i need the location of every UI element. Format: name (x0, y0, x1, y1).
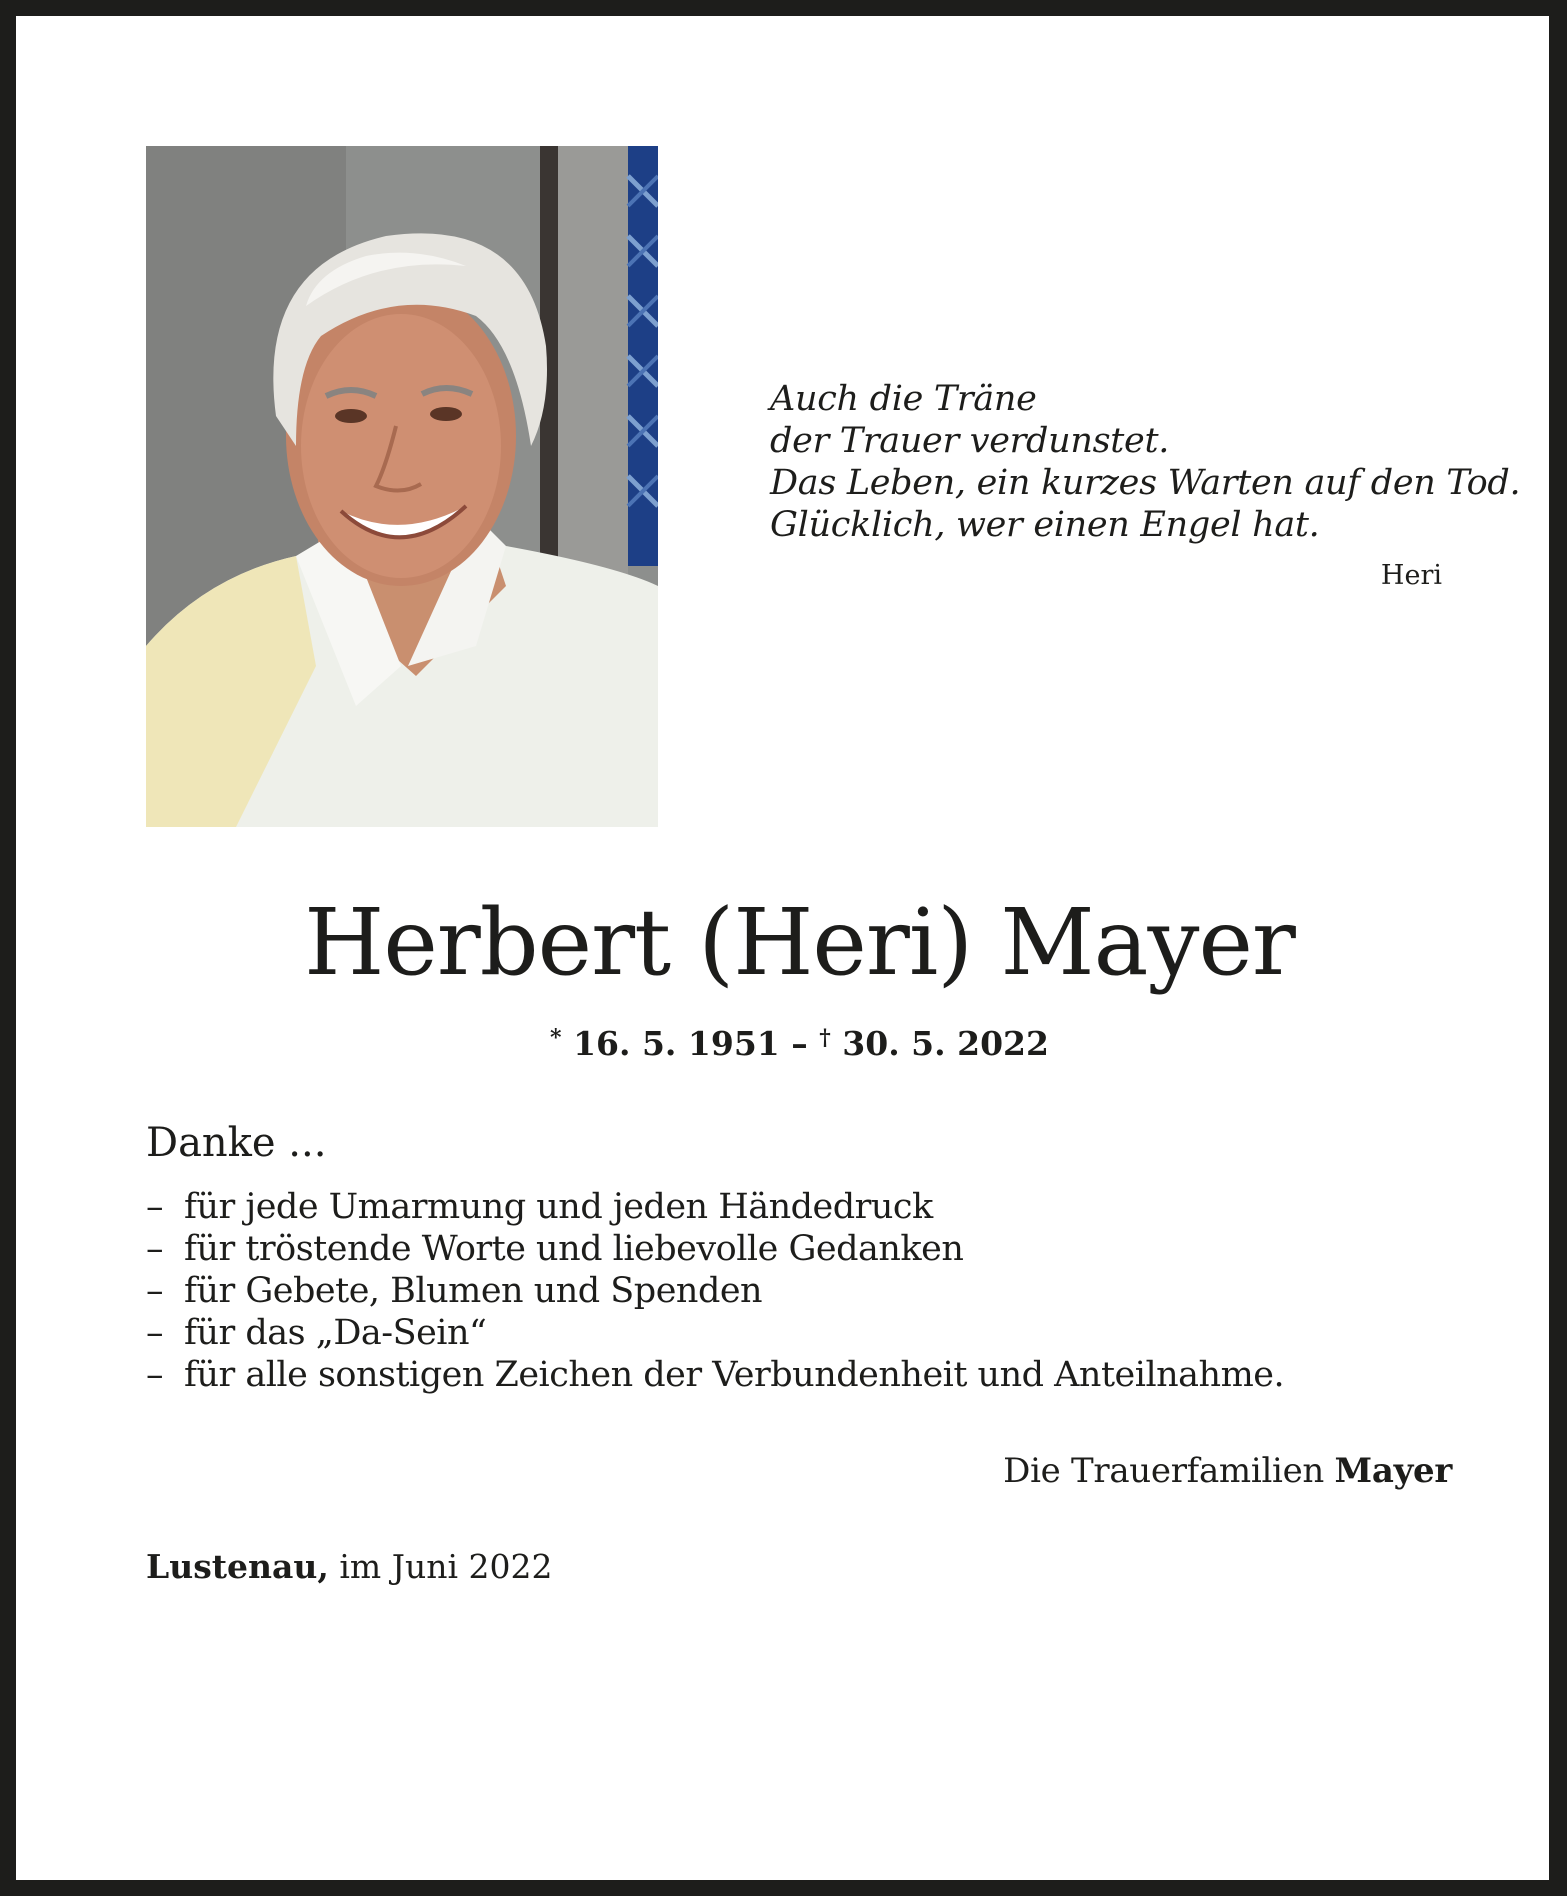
signature (896, 1447, 1452, 1495)
list-dash: – (146, 1271, 163, 1311)
list-item (146, 1354, 1284, 1396)
poem-line: der Trauer verdunstet. (770, 421, 1170, 461)
poem (770, 378, 1521, 546)
list-item-text: für das „Da-Sein“ (184, 1313, 487, 1353)
portrait-photo (146, 146, 658, 827)
place-date (146, 1543, 552, 1591)
portrait-illustration (146, 146, 658, 827)
birth-date: 16. 5. 1951 (573, 1024, 780, 1063)
poem-author: Heri (1380, 560, 1442, 591)
deceased-name: Herbert (Heri) Mayer (304, 889, 1295, 996)
list-item-text: für tröstende Worte und liebevolle Gedanken (184, 1229, 964, 1269)
poem-line: Das Leben, ein kurzes Warten auf den Tod. (770, 463, 1521, 503)
birth-symbol: * (550, 1025, 562, 1051)
list-dash: – (146, 1355, 163, 1395)
list-item-text: für Gebete, Blumen und Spenden (184, 1271, 763, 1311)
thanks-heading: Danke ... (146, 1120, 327, 1166)
list-item (146, 1186, 1284, 1228)
death-symbol: † (819, 1025, 831, 1051)
list-item-text: für jede Umarmung und jeden Händedruck (184, 1187, 933, 1227)
list-dash: – (146, 1229, 163, 1269)
list-dash: – (146, 1187, 163, 1227)
signature-prefix: Die Trauerfamilien (1003, 1451, 1325, 1491)
death-date: 30. 5. 2022 (842, 1024, 1049, 1063)
poem-line: Auch die Träne (770, 379, 1037, 419)
place: Lustenau, (146, 1547, 329, 1586)
signature-family: Mayer (1334, 1451, 1452, 1491)
life-dates (16, 1016, 1567, 1066)
thanks-list (146, 1186, 1284, 1396)
list-item-text: für alle sonstigen Zeichen der Verbundenheit und Anteilnahme. (184, 1355, 1285, 1395)
date-separator: – (791, 1024, 808, 1063)
poem-line: Glücklich, wer einen Engel hat. (770, 505, 1320, 545)
list-dash: – (146, 1313, 163, 1353)
list-item (146, 1228, 1284, 1270)
date: im Juni 2022 (339, 1547, 553, 1586)
list-item (146, 1312, 1284, 1354)
list-item (146, 1270, 1284, 1312)
